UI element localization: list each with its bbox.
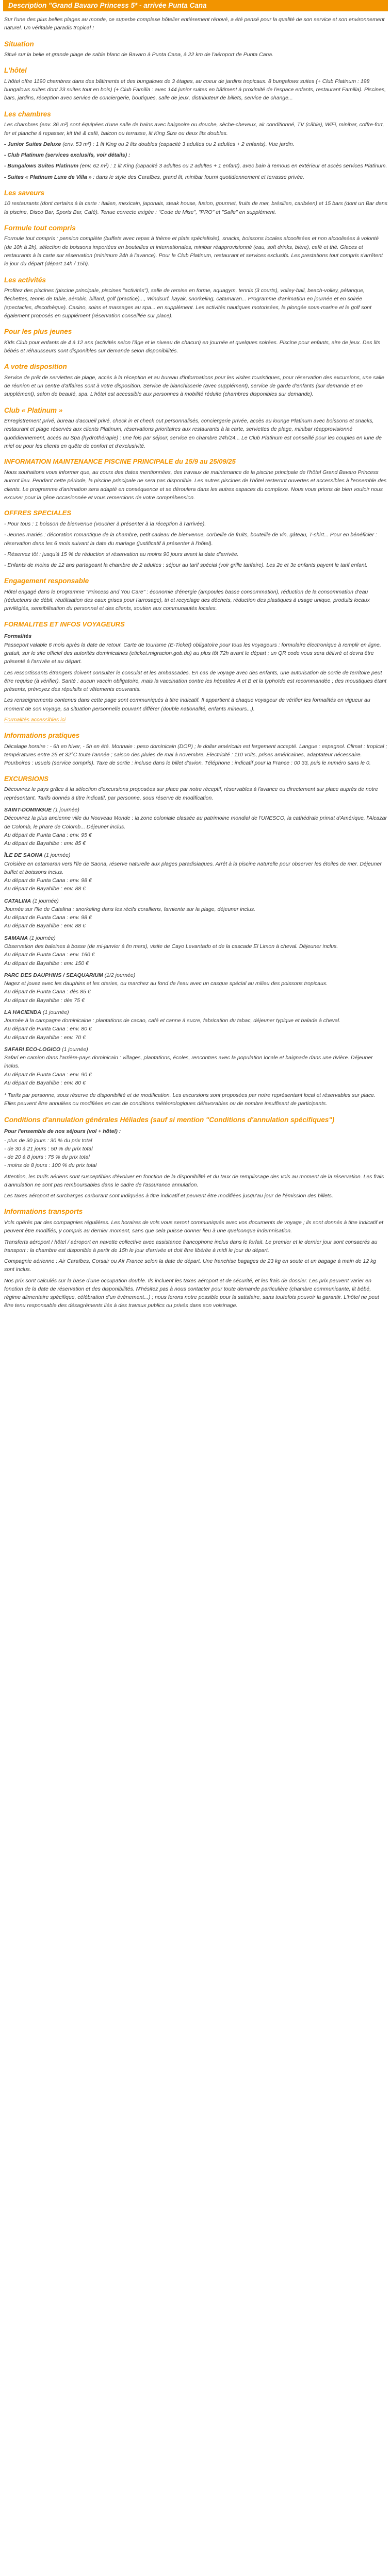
enfants-text: Kids Club pour enfants de 4 à 12 ans (activités selon l'âge et le niveau de chacun) en journée et quelques soirées. Piscine pour enfants, aire de jeux. Des lits bébés et réhausseurs sont disponibles sur demande selon disponibilités. bbox=[4, 339, 381, 354]
section-title-chambres: Les chambres bbox=[4, 110, 51, 118]
situation-text: Situé sur la belle et grande plage de sable blanc de Bavaro à Punta Cana, à 22 km de l'aéroport de Punta Cana. bbox=[4, 52, 274, 58]
excursion-desc: Observation des baleines à bosse (de mi-janvier à fin mars), visite de Cayo Levantado et de la cascade El Limon à cheval. Déjeuner inclus. bbox=[4, 943, 338, 950]
excursion-name: SAFARI ECO-LOGICO bbox=[4, 1046, 61, 1053]
section-title-activites: Les activités bbox=[4, 276, 46, 284]
section-title-conditions: Conditions d'annulation générales Héliades (sauf si mention "Conditions d'annulation spécifiques") bbox=[4, 1115, 335, 1124]
section-title-maintenance: INFORMATION MAINTENANCE PISCINE PRINCIPALE du 15/9 au 25/09/25 bbox=[4, 457, 236, 466]
transports-text: Nos prix sont calculés sur la base d'une occupation double. Ils incluent les taxes aéroport et de sécurité, et les frais de dossier. Les prix peuvent varier en fonction de la date de réservation et des disponibilités. N'hésitez pas à nous contacter pour toute demande particulière (chambre communicante, lit bébé, régime alimentaire spécifique, célébration d'un événement...) ; nous ferons notre possible pour la satisfaire, sans toutefois pouvoir la garantir. L'hôtel ne peut être tenu responsable des désagréments liés à des travaux publics ou privés dans son voisinage. bbox=[4, 1277, 379, 1309]
chambres-text: Les chambres (env. 36 m²) sont équipées d'une salle de bains avec baignoire ou douche, sèche-cheveux, air conditionné, TV (câble), WiFi, minibar, coffre-fort, fer et planche à repasser, kit thé & café, balcon ou terrasse, lit King Size ou deux lits doubles. bbox=[4, 122, 384, 137]
excursion-item: ÎLE DE SAONA (1 journée) Croisière en catamaran vers l'île de Saona, réserve naturelle aux plages paradisiaques. Arrêt à la piscine naturelle pour observer les étoiles de mer. Déjeuner buffet et boissons inclus. Au départ de Punta Cana : env. 98 € Au départ de Bayahibe : env. 88 € bbox=[4, 851, 388, 893]
conditions-item: - de 30 à 21 jours : 50 % du prix total bbox=[4, 1145, 93, 1152]
intro-text: Sur l'une des plus belles plages au monde, ce superbe complexe hôtelier entièrement rénové, a été pensé pour la qualité de son service et son environnement naturel. Un véritable paradis tropical ! bbox=[4, 16, 385, 31]
infos-text: Décalage horaire : - 6h en hiver, - 5h en été. Monnaie : peso dominicain (DOP) ; le dollar américain est largement accepté. Langue : espagnol. Climat : tropical ; températures entre 25 et 32°C toute l'année ; saison des pluies de mai à novembre. Electricité : 110 volts, prises américaines, adaptateur nécessaire. Pourboires : usuels (service compris). Taxe de sortie : incluse dans le billet d'avion. Téléphone : indicatif pour la France : 00 33, puis le numéro sans le 0. bbox=[4, 743, 387, 767]
section-title-enfants: Pour les plus jeunes bbox=[4, 328, 72, 336]
excursion-price: Au départ de Bayahibe : env. 85 € bbox=[4, 840, 86, 847]
excursion-price: Au départ de Punta Cana : env. 90 € bbox=[4, 1071, 92, 1078]
excursion-item: CATALINA (1 journée) Journée sur l'île de Catalina : snorkeling dans les récifs coralliens, farniente sur la plage, déjeuner inclus. Au départ de Punta Cana : env. 98 € Au départ de Bayahibe : env. 88 € bbox=[4, 897, 388, 930]
excursion-name: SAINT-DOMINGUE bbox=[4, 806, 52, 813]
excursion-name: LA HACIENDA bbox=[4, 1009, 41, 1015]
excursion-desc: Nagez et jouez avec les dauphins et les otaries, ou marchez au fond de l'eau avec un casque spécial au milieu des poissons tropicaux. bbox=[4, 980, 328, 987]
formalites-text: Passeport valable 6 mois après la date de retour. Carte de tourisme (E-Ticket) obligatoire pour tous les voyageurs : formulaire électronique à remplir en ligne, gratuit, sur le site officiel des autorités dominicaines (eticket.migracion.gob.do) au plus tôt 72h avant le départ ; un QR code vous sera délivré et devra être présenté à l'arrivée et au départ. bbox=[4, 641, 381, 665]
section-title-transports: Informations transports bbox=[4, 1208, 83, 1216]
saveurs-text: 10 restaurants (dont certains à la carte : italien, mexicain, japonais, steak house, fusion, gourmet, fruits de mer, brésilien, caribéen) et 15 bars (dont un Bar dans la piscine, Disco Bar, Sports Bar, Café). Tenue correcte exigée : "Code de Mise", "PRO" et "Salle" en supplément. bbox=[4, 200, 387, 215]
dispo-text: Service de prêt de serviettes de plage, accès à la réception et au bureau d'informations pour les visites touristiques, pour réservation des excursions, une salle de réunion et un centre d'affaires sont à votre disposition. Service de blanchisserie (avec supplément), service de garde d'enfants (sur demande et en supplément), salon de beauté, spa. L'hôtel est accessible aux personnes à mobilité réduite (chambres disponibles sur demande). bbox=[4, 374, 384, 398]
excursion-name: ÎLE DE SAONA bbox=[4, 852, 43, 859]
conditions-text: Les taxes aéroport et surcharges carburant sont indiquées à titre indicatif et peuvent être modifiées jusqu'au jour de l'émission des billets. bbox=[4, 1193, 333, 1199]
section-title-engagement: Engagement responsable bbox=[4, 577, 89, 585]
section-title-excursions: EXCURSIONS bbox=[4, 774, 48, 783]
excursion-price: Au départ de Punta Cana : env. 98 € bbox=[4, 877, 92, 884]
transports-text: Transferts aéroport / hôtel / aéroport en navette collective avec assistance francophone inclus dans le forfait. Le premier et le dernier jour sont consacrés au transport : la chambre est disponible à partir de 15h le jour d'arrivée et doit être libérée à midi le jour du départ. bbox=[4, 1239, 378, 1253]
offre-item: - Jeunes mariés : décoration romantique de la chambre, petit cadeau de bienvenue, corbeille de fruits, bouteille de vin, gâteau, T-shirt... Pour en bénéficier : réservation dans les 6 mois suivant la date du mariage (justificatif à présenter à l'hôtel). bbox=[4, 532, 377, 547]
transports-text: Vols opérés par des compagnies régulières. Les horaires de vols vous seront communiqués avec vos documents de voyage ; ils sont donnés à titre indicatif et peuvent être modifiés, y compris au dernier moment, sans que cela puisse donner lieu à une quelconque indemnisation. bbox=[4, 1219, 384, 1234]
offre-item: - Réservez tôt : jusqu'à 15 % de réduction si réservation au moins 90 jours avant la date d'arrivée. bbox=[4, 551, 239, 557]
offre-item: - Enfants de moins de 12 ans partageant la chambre de 2 adultes : séjour au tarif spécial (voir grille tarifaire). Les 2e et 3e enfants payent le tarif enfant. bbox=[4, 562, 368, 569]
conditions-item: - moins de 8 jours : 100 % du prix total bbox=[4, 1162, 97, 1169]
formalites-subtitle: Formalités bbox=[4, 633, 32, 639]
excursion-name: SAMANA bbox=[4, 935, 28, 941]
excursion-desc: Safari en camion dans l'arrière-pays dominicain : villages, plantations, écoles, rencontres avec la population locale et baignade dans une rivière. Déjeuner inclus. bbox=[4, 1055, 373, 1070]
excursion-item: PARC DES DAUPHINS / SEAQUARIUM (1/2 journée) Nagez et jouez avec les dauphins et les otaries, ou marchez au fond de l'eau avec un casque spécial au milieu des poissons tropicaux. Au départ de Punta Cana : dès 85 € Au départ de Bayahibe : dès 75 € bbox=[4, 971, 388, 1005]
excursion-price: Au départ de Bayahibe : env. 80 € bbox=[4, 1079, 86, 1086]
excursion-price: Au départ de Bayahibe : env. 88 € bbox=[4, 923, 86, 929]
chambres-item: - Junior Suites Deluxe (env. 53 m²) : 1 lit King ou 2 lits doubles (capacité 3 adultes ou 2 adultes + 2 enfants). Vue jardin. bbox=[4, 141, 295, 147]
excursion-price: Au départ de Punta Cana : env. 95 € bbox=[4, 832, 92, 838]
section-title-saveurs: Les saveurs bbox=[4, 189, 45, 197]
excursion-item: SAMANA (1 journée) Observation des baleines à bosse (de mi-janvier à fin mars), visite de Cayo Levantado et de la cascade El Limon à cheval. Déjeuner inclus. Au départ de Punta Cana : env. 160 € Au départ de Bayahibe : env. 150 € bbox=[4, 934, 388, 968]
platinum-text: Enregistrement privé, bureau d'accueil privé, check in et check out personnalisés, conciergerie privée, accès au lounge Platinum avec boissons et snacks, restaurant et plage réservés aux clients Platinum, réservations prioritaires aux restaurants à la carte, serviettes de plage, minibar réapprovisionné quotidiennement, accès au Spa (hydrothérapie) : une fois par séjour, service en chambre 24h/24... Le Club Platinum est conseillé pour les couples en lune de miel ou pour les clients en quête de confort et d'exclusivité. bbox=[4, 418, 382, 449]
activites-text: Profitez des piscines (piscine principale, piscines "activités"), salle de remise en forme, aquagym, tennis (3 courts), volley-ball, beach-volley, pétanque, fléchettes, tennis de table, aérobic, billard, golf (practice)..., Windsurf, kayak, snorkeling, catamaran... Programme d'animation en journée et en soirée (spectacles, discothèque). Casino, soins et massages au spa... en supplément. Les activités nautiques motorisées, la plongée sous-marine et le golf sont également proposés en supplément (réservation conseillée sur place). bbox=[4, 287, 372, 319]
formalites-text: Les ressortissants étrangers doivent consulter le consulat et les ambassades. En cas de voyage avec des enfants, une autorisation de sortie de territoire peut être requise (à vérifier). Santé : aucun vaccin obligatoire, mais la vaccination contre les hépatites A et B et la typhoïde est recommandée ; des moustiques étant présents, prévoyez des répulsifs et vêtements couvrants. bbox=[4, 669, 387, 693]
excursion-desc: Croisière en catamaran vers l'île de Saona, réserve naturelle aux plages paradisiaques. Arrêt à la piscine naturelle pour observer les étoiles de mer. Déjeuner buffet et boissons inclus. bbox=[4, 860, 382, 875]
chambres-item: - Bungalows Suites Platinum (env. 62 m²) : 1 lit King (capacité 3 adultes ou 2 adultes + 1 enfant), avec bain à remous en extérieur et accès services Platinum. bbox=[4, 163, 387, 170]
chambres-item: - Club Platinum (services exclusifs, voir détails) : bbox=[4, 152, 131, 159]
excursions-intro: Découvrez le pays grâce à la sélection d'excursions proposées sur place par notre réceptif, réservables à l'avance ou directement sur place auprès de notre représentant. Tarifs donnés à titre indicatif, par personne, sous réserve de modification. bbox=[4, 786, 378, 801]
formule-text: Formule tout compris : pension complète (buffets avec repas à thème et plats spécialisés), snacks, boissons locales alcoolisées et non alcoolisées à volonté (de 10h à 2h), sélection de boissons importées en bouteilles et internationales, minibar réapprovisionné (eau, soft drinks, bière), café et thé. Glaces et restaurants à la carte sur réservation (minimum 24h à l'avance). Pour le Club Platinum, restaurant et services exclusifs. Les prestations tout compris s'arrêtent le jour du départ (départ 14h / 15h). bbox=[4, 235, 383, 267]
excursion-price: Au départ de Punta Cana : env. 160 € bbox=[4, 952, 95, 958]
excursion-price: Au départ de Punta Cana : env. 80 € bbox=[4, 1026, 92, 1032]
excursions-note: * Tarifs par personne, sous réserve de disponibilité et de modification. Les excursions sont proposées par notre représentant local et réservables sur place. Elles peuvent être annulées ou modifiées en cas de conditions météorologiques défavorables ou de nombre insuffisant de participants. bbox=[4, 1092, 376, 1107]
engagement-text: Hôtel engagé dans le programme "Princess and You Care" : économie d'énergie (ampoules basse consommation), réduction de la consommation d'eau (réducteurs de débit, réutilisation des eaux grises pour l'arrosage), tri et recyclage des déchets, réduction des plastiques à usage unique, produits locaux privilégiés, sensibilisation du personnel et des clients, soutien aux communautés locales. bbox=[4, 588, 370, 612]
section-title-formalites: FORMALITES ET INFOS VOYAGEURS bbox=[4, 620, 125, 628]
section-title-dispo: A votre disposition bbox=[4, 363, 67, 371]
conditions-subtitle: Pour l'ensemble de nos séjours (vol + hôtel) : bbox=[4, 1128, 121, 1135]
section-title-formule: Formule tout compris bbox=[4, 224, 76, 232]
section-title-situation: Situation bbox=[4, 40, 34, 48]
formalites-text: Les renseignements contenus dans cette page sont communiqués à titre indicatif. Il appartient à chaque voyageur de vérifier les formalités en vigueur au moment de son voyage, sa situation personnelle pouvant différer (double nationalité, enfants mineurs...). bbox=[4, 697, 370, 712]
excursion-item: SAFARI ECO-LOGICO (1 journée) Safari en camion dans l'arrière-pays dominicain : villages, plantations, écoles, rencontres avec la population locale et baignade dans une rivière. Déjeuner inclus. Au départ de Punta Cana : env. 90 € Au départ de Bayahibe : env. 80 € bbox=[4, 1045, 388, 1087]
excursion-price: Au départ de Bayahibe : env. 70 € bbox=[4, 1034, 86, 1041]
maintenance-text: Nous souhaitons vous informer que, au cours des dates mentionnées, des travaux de maintenance de la piscine principale de l'hôtel Grand Bavaro Princess auront lieu. Pendant cette période, la piscine principale ne sera pas disponible. Les autres piscines de l'hôtel resteront ouvertes et accessibles à l'ensemble des clients. Le programme d'animation sera adapté en conséquence et se déroulera dans les autres espaces du complexe. Nous vous prions de bien vouloir nous excuser pour la gêne occasionnée et vous remercions de votre compréhension. bbox=[4, 469, 387, 501]
excursion-desc: Découvrez la plus ancienne ville du Nouveau Monde : la zone coloniale classée au patrimoine mondial de l'UNESCO, la cathédrale primat d'Amérique, l'Alcazar de Colomb, le phare de Colomb... Déjeuner inclus. bbox=[4, 815, 387, 830]
excursion-price: Au départ de Bayahibe : env. 88 € bbox=[4, 886, 86, 892]
formalites-link-line bbox=[4, 716, 388, 724]
excursion-name: CATALINA bbox=[4, 897, 31, 904]
excursion-desc: Journée à la campagne dominicaine : plantations de cacao, café et canne à sucre, fabrication du tabac, déjeuner typique et balade à cheval. bbox=[4, 1018, 341, 1024]
conditions-item: - de 20 à 8 jours : 75 % du prix total bbox=[4, 1154, 90, 1161]
formalites-link[interactable]: Formalités accessibles ici bbox=[4, 716, 66, 723]
excursion-desc: Journée sur l'île de Catalina : snorkeling dans les récifs coralliens, farniente sur la plage, déjeuner inclus. bbox=[4, 906, 256, 912]
excursion-price: Au départ de Punta Cana : dès 85 € bbox=[4, 989, 91, 995]
section-title-hotel: L'hôtel bbox=[4, 66, 27, 75]
conditions-text: Attention, les tarifs aériens sont susceptibles d'évoluer en fonction de la disponibilité et du taux de remplissage des vols au moment de la réservation. Les frais d'annulation ne sont pas remboursables dans le cadre de l'assurance annulation. bbox=[4, 1173, 384, 1188]
section-title-offres: OFFRES SPECIALES bbox=[4, 509, 72, 517]
conditions-item: - plus de 30 jours : 30 % du prix total bbox=[4, 1137, 92, 1144]
excursion-price: Au départ de Bayahibe : dès 75 € bbox=[4, 997, 85, 1004]
excursion-name: PARC DES DAUPHINS / SEAQUARIUM bbox=[4, 972, 103, 978]
excursion-item: LA HACIENDA (1 journée) Journée à la campagne dominicaine : plantations de cacao, café et canne à sucre, fabrication du tabac, déjeuner typique et balade à cheval. Au départ de Punta Cana : env. 80 € Au départ de Bayahibe : env. 70 € bbox=[4, 1008, 388, 1042]
section-title-platinum: Club « Platinum » bbox=[4, 406, 63, 414]
excursion-price: Au départ de Bayahibe : env. 150 € bbox=[4, 960, 89, 967]
hotel-text: L'hôtel offre 1190 chambres dans des bâtiments et des bungalows de 3 étages, au coeur de jardins tropicaux. 8 bungalows suites (+ Club Platinum : 198 bungalows suites dont 23 suites tout en bois) (+ Club Familia : avec 144 junior suites en bâtiment à proximité de l'espace enfants, restaurant Familia). Piscines, bars, jardins, réception avec service de conciergerie, boutiques, salle de jeux, distributeur de billets, service de change... bbox=[4, 78, 386, 101]
excursion-price: Au départ de Punta Cana : env. 98 € bbox=[4, 914, 92, 921]
section-title-infos: Informations pratiques bbox=[4, 732, 80, 740]
transports-text: Compagnie aérienne : Air Caraïbes, Corsair ou Air France selon la date de départ. Une franchise bagages de 23 kg en soute et un bagage à main de 12 kg sont inclus. bbox=[4, 1258, 377, 1273]
chambres-item: - Suites « Platinum Luxe de Villa » : dans le style des Caraïbes, grand lit, minibar fourni quotidiennement et terrasse privée. bbox=[4, 174, 305, 180]
banner-title: Description "Grand Bavaro Princess 5* - arrivée Punta Cana bbox=[8, 1, 207, 9]
excursion-item: SAINT-DOMINGUE (1 journée) Découvrez la plus ancienne ville du Nouveau Monde : la zone coloniale classée au patrimoine mondial de l'UNESCO, la cathédrale primat d'Amérique, l'Alcazar de Colomb, le phare de Colomb... Déjeuner inclus. Au départ de Punta Cana : env. 95 € Au départ de Bayahibe : env. 85 € bbox=[4, 806, 388, 848]
description-banner bbox=[3, 0, 388, 11]
offre-item: - Pour tous : 1 boisson de bienvenue (voucher à présenter à la réception à l'arrivée). bbox=[4, 521, 206, 527]
